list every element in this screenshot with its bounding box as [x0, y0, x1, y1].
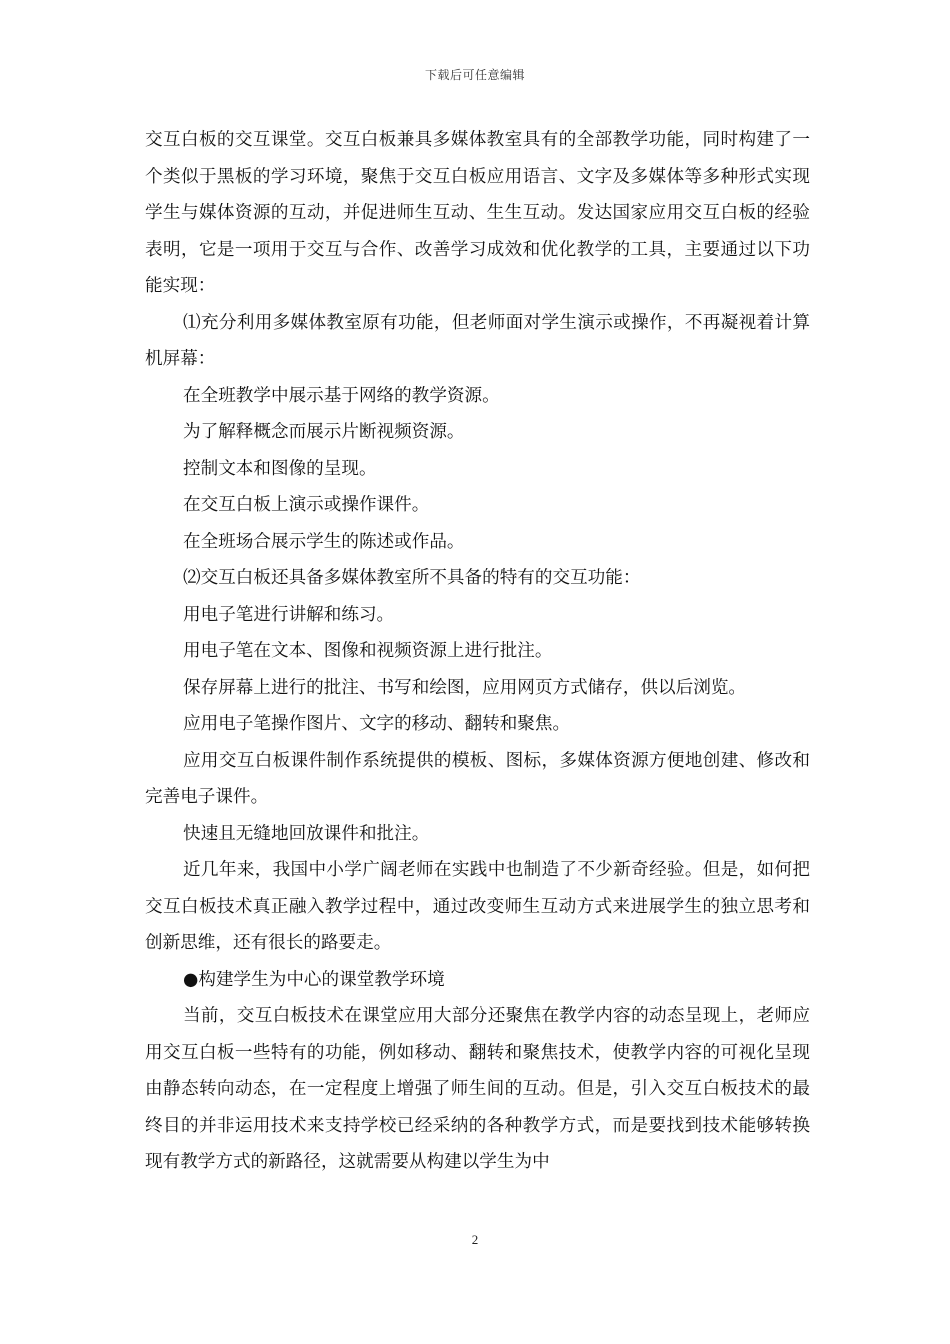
paragraph: 用电子笔进行讲解和练习。	[183, 604, 395, 625]
paragraph: 近几年来，我国中小学广阔老师在实践中也制造了不少新奇经验。但是，如何把交互白板技术真正融入教学过程中，通过改变师生互动方式来进展学生的独立思考和创新思维，还有很长的路要走。	[145, 860, 810, 953]
paragraph: 交互白板的交互课堂。交互白板兼具多媒体教室具有的全部教学功能，同时构建了一个类似于黑板的学习环境，聚焦于交互白板应用语言、文字及多媒体等多种形式实现学生与媒体资源的互动，并促进师生互动、生生互动。发达国家应用交互白板的经验表明，它是一项用于交互与合作、改善学习成效和优化教学的工具，主要通过以下功能实现：	[145, 130, 810, 296]
section-heading: ●构建学生为中心的课堂教学环境	[183, 969, 445, 990]
paragraph: 为了解释概念而展示片断视频资源。	[183, 422, 465, 442]
paragraph: ⑴充分利用多媒体教室原有功能，但老师面对学生演示或操作，不再凝视着计算机屏幕：	[145, 312, 810, 369]
paragraph: 应用电子笔操作图片、文字的移动、翻转和聚焦。	[183, 714, 571, 734]
page-number: 2	[471, 1232, 479, 1247]
paragraph: ⑵交互白板还具备多媒体教室所不具备的特有的交互功能：	[183, 568, 641, 588]
paragraph: 用电子笔在文本、图像和视频资源上进行批注。	[183, 641, 553, 661]
paragraph: 控制文本和图像的呈现。	[183, 458, 377, 479]
paragraph: 快速且无缝地回放课件和批注。	[183, 823, 430, 844]
page-header: 下载后可任意编辑	[424, 68, 525, 82]
paragraph: 当前，交互白板技术在课堂应用大部分还聚焦在教学内容的动态呈现上，老师应用交互白板一些特有的功能，例如移动、翻转和聚焦技术，使教学内容的可视化呈现由静态转向动态，在一定程度上增强了师生间的互动。但是，引入交互白板技术的最终目的并非运用技术来支持学校已经采纳的各种教学方式，而是要找到技术能够转换现有教学方式的新路径，这就需要从构建以学生为中	[145, 1006, 810, 1172]
paragraph: 在全班教学中展示基于网络的教学资源。	[183, 385, 500, 406]
paragraph: 在全班场合展示学生的陈述或作品。	[183, 531, 465, 552]
document-body	[145, 122, 810, 1181]
paragraph: 应用交互白板课件制作系统提供的模板、图标，多媒体资源方便地创建、修改和完善电子课件。	[145, 750, 810, 807]
paragraph: 在交互白板上演示或操作课件。	[183, 495, 430, 515]
paragraph: 保存屏幕上进行的批注、书写和绘图，应用网页方式储存，供以后浏览。	[183, 677, 747, 698]
